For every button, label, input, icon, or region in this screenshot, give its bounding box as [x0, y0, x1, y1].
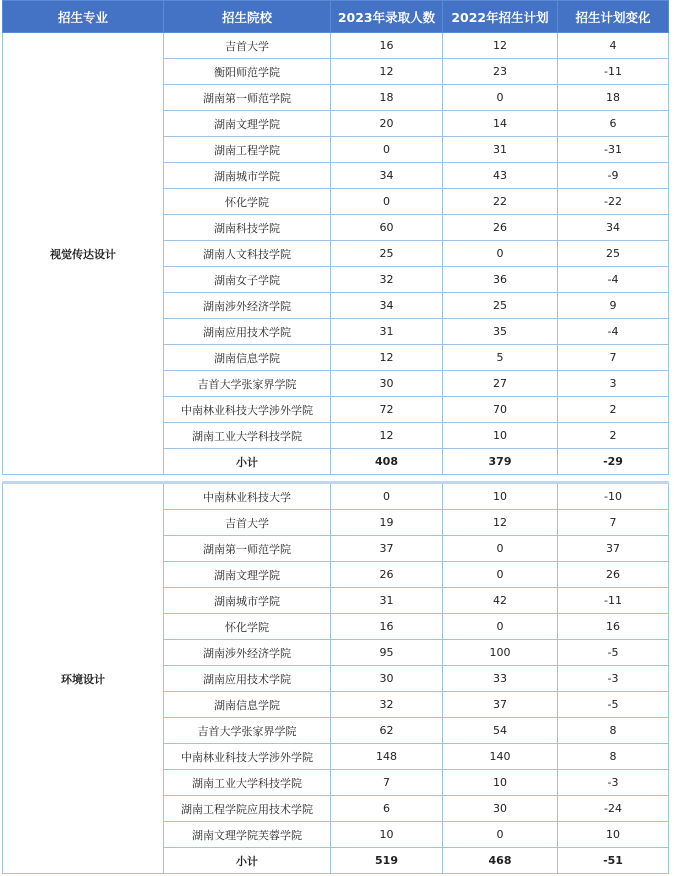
plan-change: -24	[558, 796, 669, 822]
plan-change: -3	[558, 770, 669, 796]
school-name: 吉首大学张家界学院	[164, 371, 331, 397]
school-name: 湖南城市学院	[164, 588, 331, 614]
school-name: 湖南女子学院	[164, 267, 331, 293]
plan-change: -22	[558, 189, 669, 215]
plan-change: -10	[558, 483, 669, 510]
admitted-2023: 16	[331, 614, 443, 640]
plan-change: 26	[558, 562, 669, 588]
school-name: 湖南涉外经济学院	[164, 640, 331, 666]
admitted-2023: 0	[331, 483, 443, 510]
plan-2022: 70	[443, 397, 558, 423]
table-row	[3, 483, 669, 510]
school-name: 湖南文理学院	[164, 562, 331, 588]
subtotal-label: 小计	[164, 449, 331, 475]
school-name: 湖南人文科技学院	[164, 241, 331, 267]
school-name: 湖南工业大学科技学院	[164, 770, 331, 796]
plan-change: 10	[558, 822, 669, 848]
school-name: 中南林业科技大学涉外学院	[164, 397, 331, 423]
admitted-2023: 19	[331, 510, 443, 536]
admitted-2023: 60	[331, 215, 443, 241]
plan-change: 8	[558, 744, 669, 770]
plan-2022: 5	[443, 345, 558, 371]
plan-2022: 23	[443, 59, 558, 85]
school-name: 怀化学院	[164, 614, 331, 640]
plan-change: -9	[558, 163, 669, 189]
admitted-2023: 32	[331, 267, 443, 293]
plan-change: 9	[558, 293, 669, 319]
admitted-2023: 95	[331, 640, 443, 666]
admitted-2023: 10	[331, 822, 443, 848]
plan-change: 16	[558, 614, 669, 640]
school-name: 湖南信息学院	[164, 692, 331, 718]
plan-change: 2	[558, 397, 669, 423]
admitted-2023: 30	[331, 666, 443, 692]
plan-2022: 100	[443, 640, 558, 666]
header-school: 招生院校	[164, 1, 331, 33]
plan-change: 4	[558, 33, 669, 59]
header-2022-plan: 2022年招生计划	[443, 1, 558, 33]
subtotal-plan-2022: 468	[443, 848, 558, 874]
plan-2022: 33	[443, 666, 558, 692]
plan-2022: 10	[443, 770, 558, 796]
major-name: 环境设计	[3, 483, 164, 874]
school-name: 吉首大学张家界学院	[164, 718, 331, 744]
subtotal-label: 小计	[164, 848, 331, 874]
school-name: 湖南第一师范学院	[164, 85, 331, 111]
plan-2022: 25	[443, 293, 558, 319]
plan-2022: 140	[443, 744, 558, 770]
admitted-2023: 0	[331, 137, 443, 163]
header-row	[3, 1, 669, 33]
admitted-2023: 18	[331, 85, 443, 111]
admitted-2023: 12	[331, 59, 443, 85]
admitted-2023: 16	[331, 33, 443, 59]
school-name: 衡阳师范学院	[164, 59, 331, 85]
table-row	[3, 33, 669, 59]
plan-change: 2	[558, 423, 669, 449]
plan-2022: 12	[443, 510, 558, 536]
admitted-2023: 20	[331, 111, 443, 137]
plan-change: 18	[558, 85, 669, 111]
school-name: 中南林业科技大学涉外学院	[164, 744, 331, 770]
plan-2022: 0	[443, 614, 558, 640]
plan-2022: 31	[443, 137, 558, 163]
admitted-2023: 0	[331, 189, 443, 215]
admitted-2023: 30	[331, 371, 443, 397]
school-name: 湖南应用技术学院	[164, 319, 331, 345]
plan-change: -5	[558, 692, 669, 718]
admitted-2023: 72	[331, 397, 443, 423]
plan-change: 34	[558, 215, 669, 241]
admitted-2023: 26	[331, 562, 443, 588]
school-name: 湖南涉外经济学院	[164, 293, 331, 319]
plan-change: -31	[558, 137, 669, 163]
school-name: 湖南工业大学科技学院	[164, 423, 331, 449]
plan-2022: 37	[443, 692, 558, 718]
plan-2022: 12	[443, 33, 558, 59]
plan-2022: 10	[443, 423, 558, 449]
plan-change: 7	[558, 345, 669, 371]
plan-change: -11	[558, 588, 669, 614]
subtotal-admitted-2023: 519	[331, 848, 443, 874]
school-name: 湖南应用技术学院	[164, 666, 331, 692]
school-name: 湖南信息学院	[164, 345, 331, 371]
header-2023-admitted: 2023年录取人数	[331, 1, 443, 33]
school-name: 湖南工程学院	[164, 137, 331, 163]
admitted-2023: 37	[331, 536, 443, 562]
school-name: 吉首大学	[164, 33, 331, 59]
plan-change: -5	[558, 640, 669, 666]
plan-change: -4	[558, 267, 669, 293]
subtotal-plan-change: -51	[558, 848, 669, 874]
plan-2022: 0	[443, 562, 558, 588]
admitted-2023: 25	[331, 241, 443, 267]
plan-change: 8	[558, 718, 669, 744]
school-name: 吉首大学	[164, 510, 331, 536]
admitted-2023: 148	[331, 744, 443, 770]
plan-2022: 0	[443, 822, 558, 848]
plan-2022: 10	[443, 483, 558, 510]
plan-2022: 30	[443, 796, 558, 822]
table-environment-design	[2, 481, 669, 874]
admitted-2023: 12	[331, 423, 443, 449]
school-name: 湖南文理学院芙蓉学院	[164, 822, 331, 848]
plan-change: 6	[558, 111, 669, 137]
header-major: 招生专业	[3, 1, 164, 33]
plan-2022: 0	[443, 536, 558, 562]
school-name: 湖南工程学院应用技术学院	[164, 796, 331, 822]
plan-2022: 27	[443, 371, 558, 397]
school-name: 湖南文理学院	[164, 111, 331, 137]
admitted-2023: 34	[331, 293, 443, 319]
table-visual-communication	[2, 0, 669, 475]
plan-change: 7	[558, 510, 669, 536]
admitted-2023: 34	[331, 163, 443, 189]
school-name: 湖南科技学院	[164, 215, 331, 241]
plan-change: -4	[558, 319, 669, 345]
plan-change: -11	[558, 59, 669, 85]
plan-change: -3	[558, 666, 669, 692]
plan-2022: 35	[443, 319, 558, 345]
school-name: 湖南城市学院	[164, 163, 331, 189]
plan-2022: 26	[443, 215, 558, 241]
subtotal-plan-change: -29	[558, 449, 669, 475]
header-plan-change: 招生计划变化	[558, 1, 669, 33]
plan-change: 25	[558, 241, 669, 267]
admitted-2023: 62	[331, 718, 443, 744]
plan-2022: 43	[443, 163, 558, 189]
school-name: 中南林业科技大学	[164, 483, 331, 510]
school-name: 怀化学院	[164, 189, 331, 215]
school-name: 湖南第一师范学院	[164, 536, 331, 562]
subtotal-admitted-2023: 408	[331, 449, 443, 475]
plan-2022: 0	[443, 85, 558, 111]
admitted-2023: 32	[331, 692, 443, 718]
plan-2022: 0	[443, 241, 558, 267]
admitted-2023: 6	[331, 796, 443, 822]
admitted-2023: 7	[331, 770, 443, 796]
plan-2022: 14	[443, 111, 558, 137]
plan-change: 3	[558, 371, 669, 397]
plan-2022: 36	[443, 267, 558, 293]
admitted-2023: 31	[331, 588, 443, 614]
plan-2022: 54	[443, 718, 558, 744]
plan-2022: 22	[443, 189, 558, 215]
major-name: 视觉传达设计	[3, 33, 164, 475]
plan-2022: 42	[443, 588, 558, 614]
plan-change: 37	[558, 536, 669, 562]
admitted-2023: 12	[331, 345, 443, 371]
admitted-2023: 31	[331, 319, 443, 345]
subtotal-plan-2022: 379	[443, 449, 558, 475]
